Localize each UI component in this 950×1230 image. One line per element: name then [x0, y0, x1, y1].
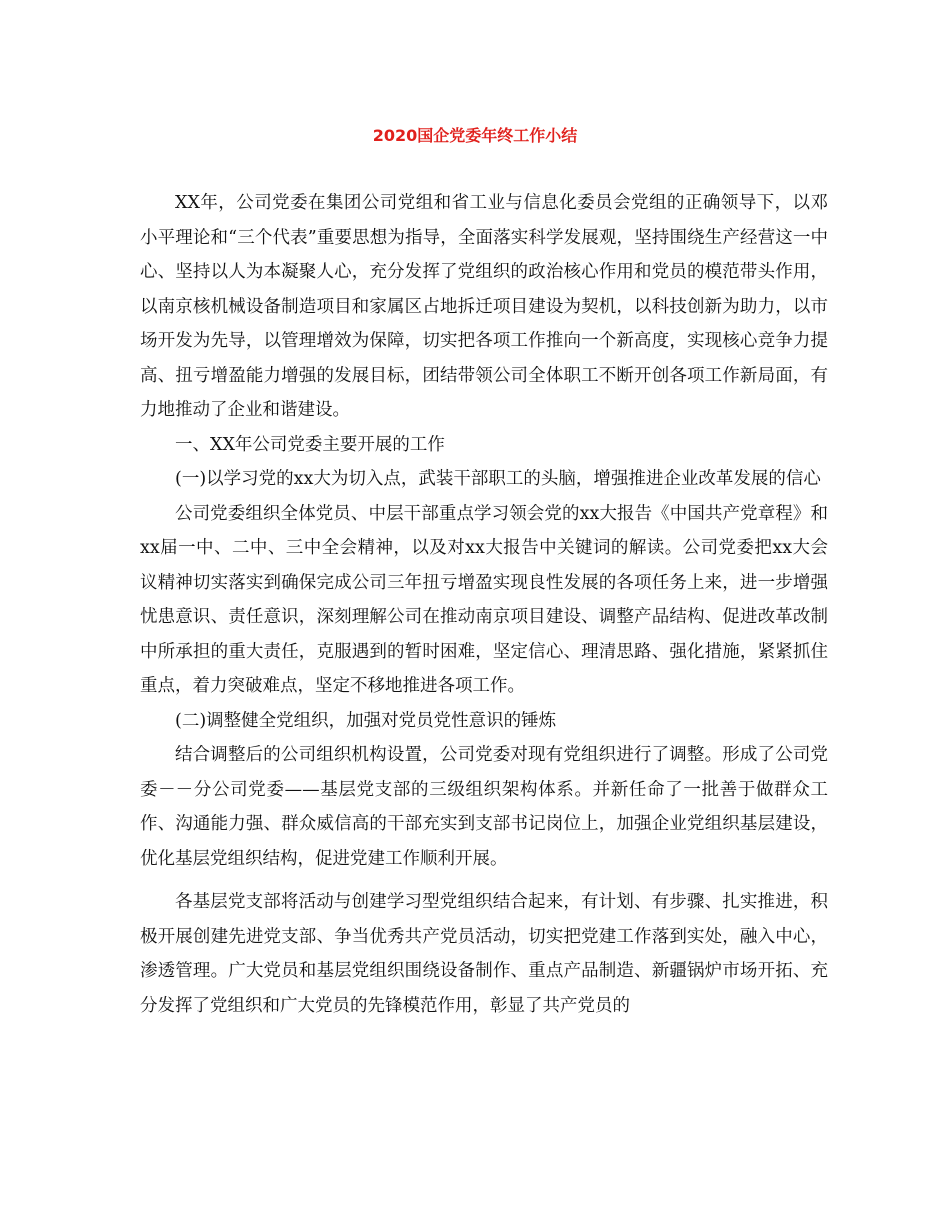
paragraph-intro: XX年，公司党委在集团公司党组和省工业与信息化委员会党组的正确领导下，以邓小平理论和“三个代表”重要思想为指导，全面落实科学发展观，坚持围绕生产经营这一中心、坚持以人为本凝聚人心，充分发挥了党组织的政治核心作用和党员的模范带头作用，以南京核机械设备制造项目和家属区占地拆迁项目建设为契机，以科技创新为助力，以市场开发为先导，以管理增效为保障，切实把各项工作推向一个新高度，实现核心竞争力提高、扭亏增盈能力增强的发展目标，团结带领公司全体职工不断开创各项工作新局面，有力地推动了企业和谐建设。	[140, 193, 828, 420]
paragraph-organization: 结合调整后的公司组织机构设置，公司党委对现有党组织进行了调整。形成了公司党委－－分公司党委——基层党支部的三级组织架构体系。并新任命了一批善于做群众工作、沟通能力强、群众威信高的干部充实到支部书记岗位上，加强企业党组织基层建设，优化基层党组织结构，促进党建工作顺利开展。	[140, 745, 828, 869]
paragraph-branches: 各基层党支部将活动与创建学习型党组织结合起来，有计划、有步骤、扎实推进，积极开展创建先进党支部、争当优秀共产党员活动，切实把党建工作落到实处，融入中心，渗透管理。广大党员和基层党组织围绕设备制作、重点产品制造、新疆锅炉市场开拓、充分发挥了党组织和广大党员的先锋模范作用，彰显了共产党员的	[140, 892, 828, 1016]
document-title: 2020国企党委年终工作小结	[372, 126, 578, 145]
subsection-heading-2: (二)调整健全党组织，加强对党员党性意识的锤炼	[175, 710, 557, 731]
section-heading-1: 一、XX年公司党委主要开展的工作	[175, 434, 445, 455]
subsection-heading-1: (一)以学习党的xx大为切入点，武装干部职工的头脑，增强推进企业改革发展的信心	[175, 469, 821, 489]
paragraph-study: 公司党委组织全体党员、中层干部重点学习领会党的xx大报告《中国共产党章程》和xx届一中、二中、三中全会精神，以及对xx大报告中关键词的解读。公司党委把xx大会议精神切实落实到确保完成公司三年扭亏增盈实现良性发展的各项任务上来，进一步增强忧患意识、责任意识，深刻理解公司在推动南京项目建设、调整产品结构、促进改革改制中所承担的重大责任，克服遇到的暂时困难，坚定信心、理清思路、强化措施，紧紧抓住重点，着力突破难点，坚定不移地推进各项工作。	[140, 503, 828, 696]
document-body	[140, 186, 828, 1023]
